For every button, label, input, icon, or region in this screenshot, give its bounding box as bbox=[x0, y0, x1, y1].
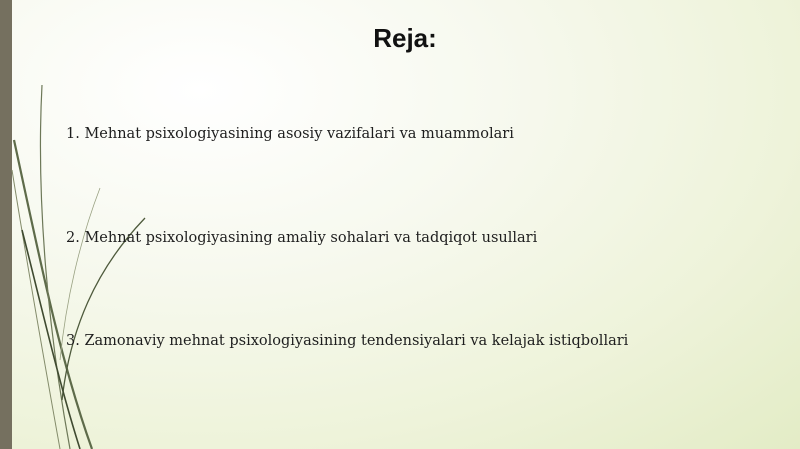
grass-stroke bbox=[14, 140, 92, 449]
grass-stroke bbox=[12, 170, 60, 449]
agenda-item: 1. Mehnat psixologiyasining asosiy vazifalari va muammolari bbox=[66, 126, 514, 142]
agenda-item: 2. Mehnat psixologiyasining amaliy sohalari va tadqiqot usullari bbox=[66, 230, 538, 246]
agenda-item: 3. Zamonaviy mehnat psixologiyasining tendensiyalari va kelajak istiqbollari bbox=[66, 333, 629, 349]
slide-title: Reja: bbox=[373, 23, 437, 53]
left-accent-bar bbox=[0, 0, 12, 449]
